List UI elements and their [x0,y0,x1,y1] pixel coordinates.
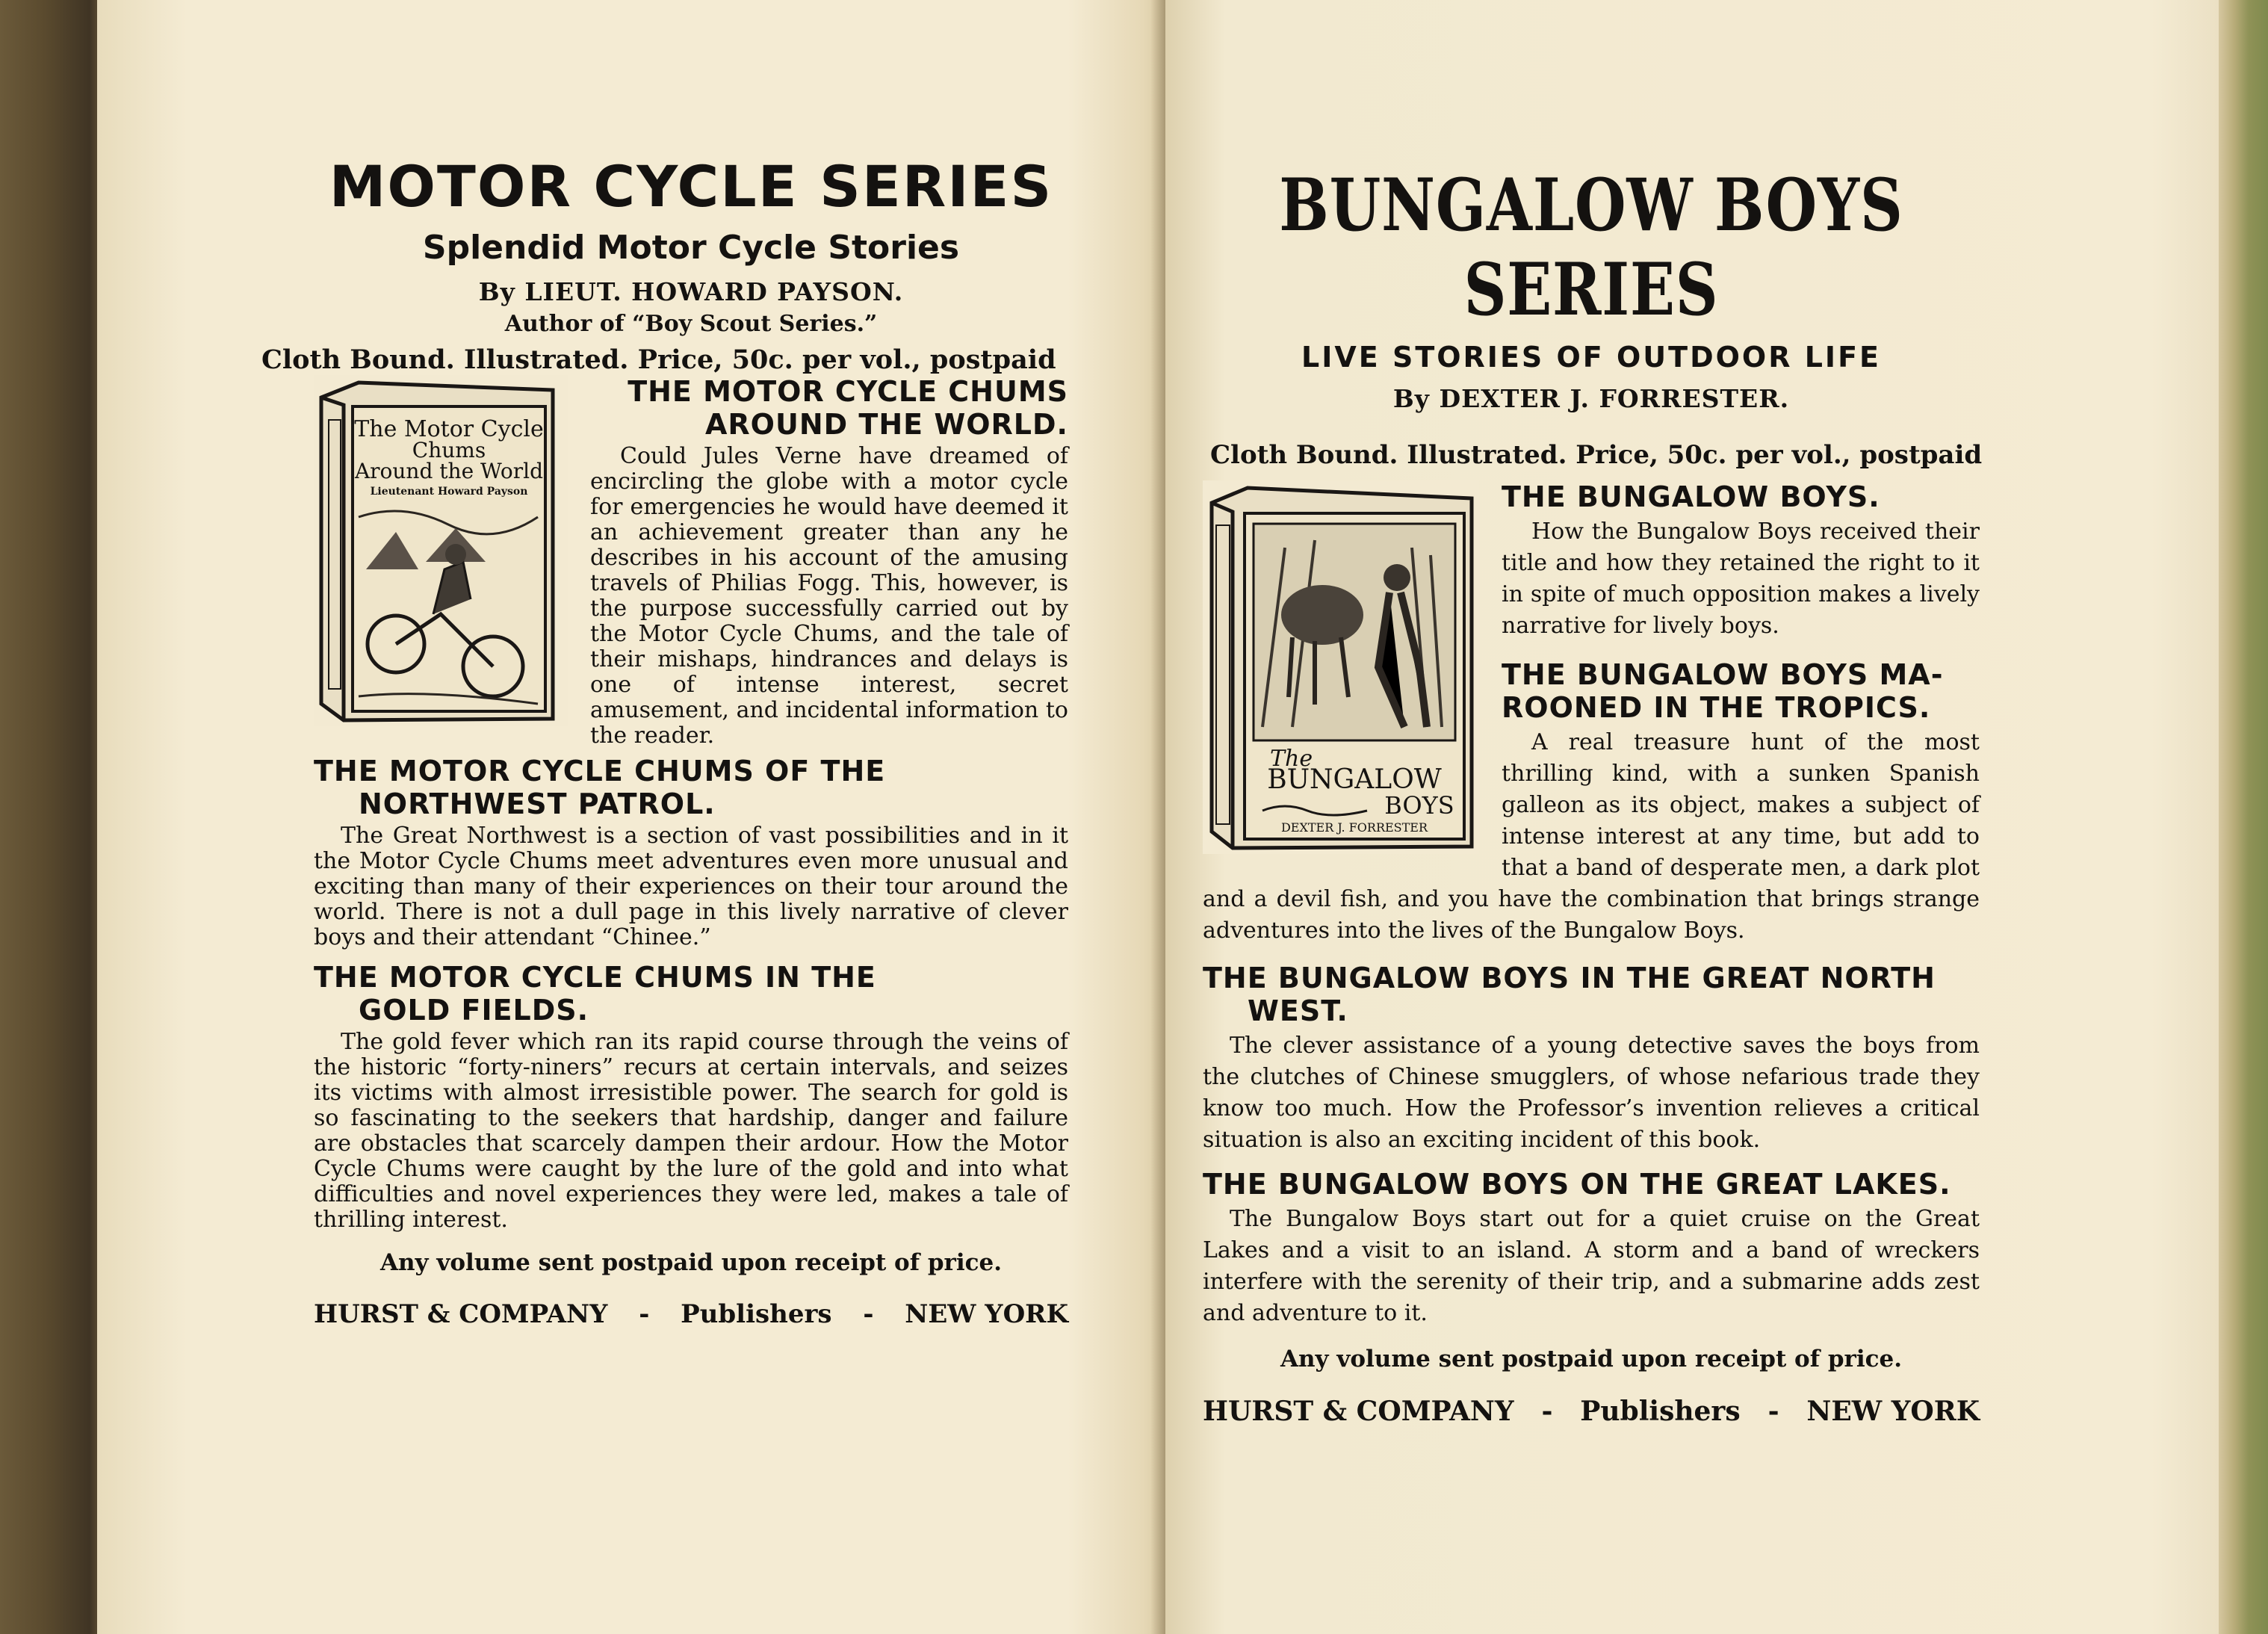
cover-author: DEXTER J. FORRESTER [1280,820,1428,835]
third-book-section [314,961,1068,1233]
book-cover-illustration [314,375,568,726]
right-page [1165,0,2219,1634]
second-book-section [314,755,1068,950]
series-title: BUNGALOW BOYS SERIES [1279,163,1903,332]
book-description: A real treasure hunt of the most thrilling kind, with a sunken Spanish galleon as its object, makes a subject of intense interest at any time, but add to that a band of desperate men, a dark plot and a devil fish, and you have the combination that brings strange adventures into the lives of the Bungalow Boys. [1203,729,1980,944]
book-title-line1: THE MOTOR CYCLE CHUMS IN THE [314,961,876,994]
book-cover-illustration [1203,480,1479,854]
publisher-name: HURST & COMPANY [314,1299,608,1329]
publisher-city: NEW YORK [1806,1396,1980,1427]
postpaid-note: Any volume sent postpaid upon receipt of price. [379,1249,1003,1276]
publisher-separator: - [639,1299,650,1329]
book-title-line1: THE BUNGALOW BOYS IN THE GREAT NORTH [1203,962,1936,994]
book-title-line2: NORTHWEST PATROL. [359,787,716,820]
book-description: The clever assistance of a young detective saves the boys from the clutches of Chinese smugglers, of whose nefarious trade they know too much. How the Professor’s invention relieves a critical situation is also an exciting incident of this book. [1203,1033,1980,1153]
book-description: The Great Northwest is a section of vast possibilities and in it the Motor Cycle Chums meet adventures even more unusual and exciting than many of their experiences on their tour around the world. There is not a dull page in this lively narrative of clever boys and their attendant “Chinee.” [314,823,1068,950]
series-subtitle: Splendid Motor Cycle Stories [422,229,960,267]
book-description: The gold fever which ran its rapid course through the veins of the historic “forty-niners” recurs at certain intervals, and seizes its victims with almost irresistible power. The search for gold is so fascinating to the seekers that hardship, danger and failure are obstacles that scarcely dampen their ardour. How the Motor Cycle Chums were caught by the lure of the gold and into what difficulties and novel experiences they were led, makes a tale of thrilling interest. [314,1029,1068,1233]
binding-price-line: Cloth Bound. Illustrated. Price, 50c. per vol., postpaid [1210,440,1983,470]
first-book-section [314,375,1068,749]
book-description: Could Jules Verne have dreamed of encircling the globe with a motor cycle for emergencies he would have deemed it an achievement greater than any he describes in his account of the amusing travels of Philias Fogg. This, however, is the purpose successfully carried out by the Motor Cycle Chums, and the tale of their mishaps, hindrances and delays is one of intense interest, secret amusement, and incidental information to the reader. [590,443,1068,749]
cover-title-line3: BOYS [1384,791,1454,820]
publisher-line [1203,1396,1980,1427]
cover-title-line2: Chums [412,438,486,462]
publisher-role: Publishers [1580,1396,1741,1427]
book-description: The Bungalow Boys start out for a quiet cruise on the Great Lakes and a visit to an island. A storm and a band of wreckers interfere with the serenity of their trip, and a submarine adds zest and adventure to it. [1203,1206,1980,1326]
left-page [97,0,1165,1634]
book-title-line2: GOLD FIELDS. [359,994,589,1027]
series-title: MOTOR CYCLE SERIES [329,153,1053,220]
page-edges [2219,0,2268,1634]
fourth-book-section [1203,1168,1980,1329]
book-title-line1: THE BUNGALOW BOYS. [1502,480,1880,513]
postpaid-note: Any volume sent postpaid upon receipt of price. [1280,1346,1903,1373]
first-book-section [1203,480,1980,947]
third-book-section [1203,962,1980,1156]
cover-author: Lieutenant Howard Payson [370,486,528,498]
publisher-separator: - [1767,1396,1779,1427]
series-subtitle: LIVE STORIES OF OUTDOOR LIFE [1301,341,1881,374]
book-title-line2: ROONED IN THE TROPICS. [1502,691,1931,724]
book-title-line1: THE MOTOR CYCLE CHUMS [628,375,1068,408]
series-author: By LIEUT. HOWARD PAYSON. [478,277,904,306]
binding-price-line: Cloth Bound. Illustrated. Price, 50c. per vol., postpaid [261,344,1056,375]
cover-title-line1: The [1270,746,1313,772]
cover-title-line2: BUNGALOW [1267,764,1442,795]
left-page-column [261,0,1068,1329]
series-author: By DEXTER J. FORRESTER. [1392,384,1790,413]
publisher-line [314,1299,1068,1329]
book-description: How the Bungalow Boys received their title and how they retained the right to it in spite of much opposition makes a lively narrative for lively boys. [1502,519,1980,639]
book-title-line1: THE BUNGALOW BOYS MA- [1502,658,1944,691]
publisher-separator: - [863,1299,874,1329]
author-note: Author of “Boy Scout Series.” [504,311,878,337]
cover-title-line3: Around the World [354,459,544,483]
right-page-column [1203,0,1983,1427]
book-title-line1: THE BUNGALOW BOYS ON THE GREAT LAKES. [1203,1168,1951,1201]
cover-title-line1: The Motor Cycle [354,416,544,442]
publisher-city: NEW YORK [905,1299,1068,1329]
book-title-line2: WEST. [1248,994,1348,1027]
book-title-line1: THE MOTOR CYCLE CHUMS OF THE [314,755,886,787]
publisher-separator: - [1541,1396,1553,1427]
publisher-role: Publishers [681,1299,832,1329]
publisher-name: HURST & COMPANY [1203,1396,1514,1427]
book-title-line2: AROUND THE WORLD. [705,408,1068,441]
